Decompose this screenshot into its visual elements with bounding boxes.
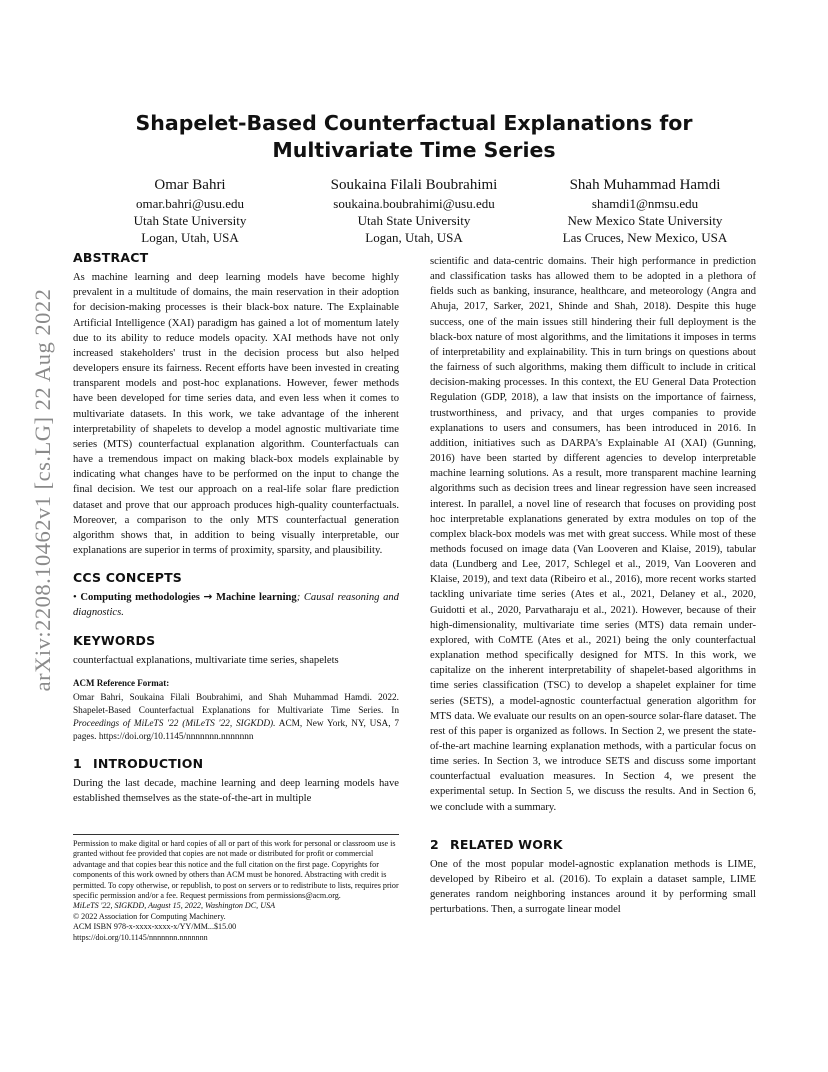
- author-name: Shah Muhammad Hamdi: [569, 177, 721, 193]
- ccs-heading: CCS CONCEPTS: [73, 570, 182, 586]
- abstract-text: As machine learning and deep learning models have become highly prevalent in a multitude of domains, the main reservation in their adoption for decision-making processes is their black-box nature. The Explainable Artificial Intelligence (XAI) paradigm has gained a lot of momentum lately due to its ability to reduce models opacity. XAI methods have not only increased stakeholders' trust in the decision process but also helped developers ensure its fairness. Recent efforts have been invested in creating transparent models and post-hoc explanations. However, fewer methods have been developed for time series data, and even less when it comes to multivariate datasets. In this work, we take advantage of the inherent interpretability of shapelets to develop a model agnostic multivariate time series (MTS) counterfactual explanation algorithm. Counterfactuals can have a tremendous impact on making black-box models explainable by indicating what changes have to be performed on the input to change the final decision. We test our approach on a real-life solar flare prediction dataset and prove that our approach produces high-quality counterfactuals. Moreover, a comparison to the only MTS counterfactual generation algorithm shows that, in addition to being visually interpretable, our explanations are superior in terms of proximity, sparsity, and plausibility.: [73, 272, 399, 556]
- acm-ref-heading: ACM Reference Format:: [73, 677, 170, 688]
- section-title: RELATED WORK: [450, 836, 563, 852]
- author-email: soukaina.boubrahimi@usu.edu: [333, 196, 495, 211]
- section-number: 1: [73, 756, 82, 772]
- intro-heading: [73, 756, 399, 771]
- right-column: [430, 254, 756, 918]
- keywords-heading: KEYWORDS: [73, 632, 156, 648]
- acm-ref-text: [73, 692, 399, 744]
- acm-ref-venue: Proceedings of MiLeTS '22 (MiLeTS '22, SIGKDD).: [73, 719, 276, 730]
- permission-isbn: ACM ISBN 978-x-xxxx-xxxx-x/YY/MM...$15.00: [73, 922, 237, 932]
- ccs-bullet: •: [73, 592, 77, 604]
- author-location: Las Cruces, New Mexico, USA: [562, 230, 728, 245]
- author-block-1: [90, 175, 290, 246]
- ccs-concept: Computing methodologies: [80, 592, 200, 604]
- arxiv-stamp: [28, 285, 58, 695]
- ccs-topic: Machine learning: [216, 592, 297, 604]
- acm-ref-part1: Omar Bahri, Soukaina Filali Boubrahimi, and Shah Muhammad Hamdi. 2022. Shapelet-Based Counterfactual Explanations for Multivariate Time Series. In: [73, 693, 399, 717]
- ccs-arrow: →: [203, 591, 213, 604]
- author-name: Omar Bahri: [154, 177, 226, 193]
- author-affiliation: New Mexico State University: [567, 213, 723, 228]
- arxiv-stamp-text: arXiv:2208.10462v1 [cs.LG] 22 Aug 2022: [30, 288, 55, 692]
- author-location: Logan, Utah, USA: [365, 230, 463, 245]
- abstract-heading: ABSTRACT: [73, 250, 149, 265]
- author-affiliation: Utah State University: [133, 213, 247, 228]
- permission-doi: https://doi.org/10.1145/nnnnnnn.nnnnnnn: [73, 932, 208, 942]
- ccs-rest: ; Causal reasoning and diagnostics.: [73, 592, 399, 619]
- author-email: omar.bahri@usu.edu: [135, 196, 244, 211]
- related-work-text: One of the most popular model-agnostic explanation methods is LIME, developed by Ribeiro et al. (2016). To explain a dataset sample, LIME generates random neighboring instances around it by performing small perturbations. Then, a surrogate linear model: [430, 858, 756, 916]
- section-number: 2: [430, 836, 439, 852]
- ccs-text: [73, 590, 399, 620]
- paper-title: Shapelet-Based Counterfactual Explanations for Multivariate Time Series: [135, 111, 693, 162]
- permission-copyright: © 2022 Association for Computing Machinery.: [73, 911, 226, 921]
- author-location: Logan, Utah, USA: [141, 230, 239, 245]
- author-block-2: [314, 175, 514, 246]
- left-column: [73, 250, 399, 807]
- author-affiliation: Utah State University: [357, 213, 471, 228]
- keywords-text: counterfactual explanations, multivariate time series, shapelets: [73, 654, 339, 666]
- intro-continued-text: scientific and data-centric domains. Their high performance in prediction and classification tasks has allowed them to be adopted in a plethora of fields such as banking, insurance, healthcare, and meteorology (Angra and Ahuja, 2017, Sarker, 2021, Shinde and Shah, 2018). Despite this huge success, one of the main issues still hindering their full deployment is the black-box nature of most algorithms, and the limitations it imposes in terms of interpretability and explainability. This in turn brings on questions about the fairness of such algorithms, making them difficult to include in critical decision-making processes. In this context, the EU General Data Protection Regulation (GDP, 2018), a law that insists on the importance of fairness, trustworthiness, and privacy, and that urges companies to provide explanations to users and consumers, has been introduced in 2016. In addition, initiatives such as DARPA's Explainable AI (XAI) (Gunning, 2016) have been started by different agencies to develop interpretable machine learning solutions. As a result, more transparent machine learning algorithms such as decision trees and linear regression have seen increased interest. In parallel, a novel line of research that focuses on providing post hoc interpretable explanations generated by extra modules on top of the complex black-box models was met with great success. While most of these methods focused on image data (Van Looveren and Klaise, 2019), tabular data (Lundberg and Lee, 2017, Schlegel et al., 2019, Van Looveren and Klaise, 2019), and text data (Ribeiro et al., 2016), more recent works started tackling univariate time series (Ates et al., 2021, Delaney et al., 2020, Guidotti et al., 2020, Parvatharaju et al., 2021). However, because of their high-dimensionality, multivariate time series (MTS) data remain under-explored, with CoMTE (Ates et al., 2021) being the only counterfactual explanation method specifically designed for MTS. In this work, we capitalize on the inherent interpretability of shapelet-based algorithms in time series classification (TSC) to develop a shapelet explainer for time series (SETS), a model-agnostic counterfactual generation algorithm for MTS data. We evaluate our results on an open-source solar-flare dataset. The rest of this paper is organized as follows. In Section 2, we present the state-of-the-art machine learning explanation methods, with a particular focus on time series. In Section 3, we introduce SETS and discuss some important counterfactual evaluation measures. In Section 4, we present the experimental setup. In Section 5, we discuss the results. And in Section 6, we conclude with a summary.: [430, 256, 756, 813]
- intro-text: During the last decade, machine learning and deep learning models have established themselves as the state-of-the-art in multiple: [73, 778, 399, 805]
- permission-venue: [73, 901, 399, 911]
- author-block-3: [540, 175, 750, 246]
- related-work-heading: [430, 837, 756, 852]
- author-email: shamdi1@nmsu.edu: [591, 196, 699, 211]
- permission-text: Permission to make digital or hard copies of all or part of this work for personal or classroom use is granted without fee provided that copies are not made or distributed for profit or commercial advantage and that copies bear this notice and the full citation on the first page. Copyrights for components of this work owned by others than ACM must be honored. Abstracting with credit is permitted. To copy otherwise, or republish, to post on servers or to redistribute to lists, requires prior specific permission and/or a fee. Request permissions from permissions@acm.org.: [73, 839, 399, 901]
- permission-footnote: [73, 834, 399, 943]
- author-name: Soukaina Filali Boubrahimi: [330, 177, 498, 193]
- acm-ref-part2: ACM, New York, NY, USA, 7 pages. https://doi.org/10.1145/nnnnnnn.nnnnnnn: [73, 719, 399, 743]
- permission-venue-text: MiLeTS '22, SIGKDD, August 15, 2022, Washington DC, USA: [73, 901, 276, 911]
- section-title: INTRODUCTION: [93, 756, 204, 772]
